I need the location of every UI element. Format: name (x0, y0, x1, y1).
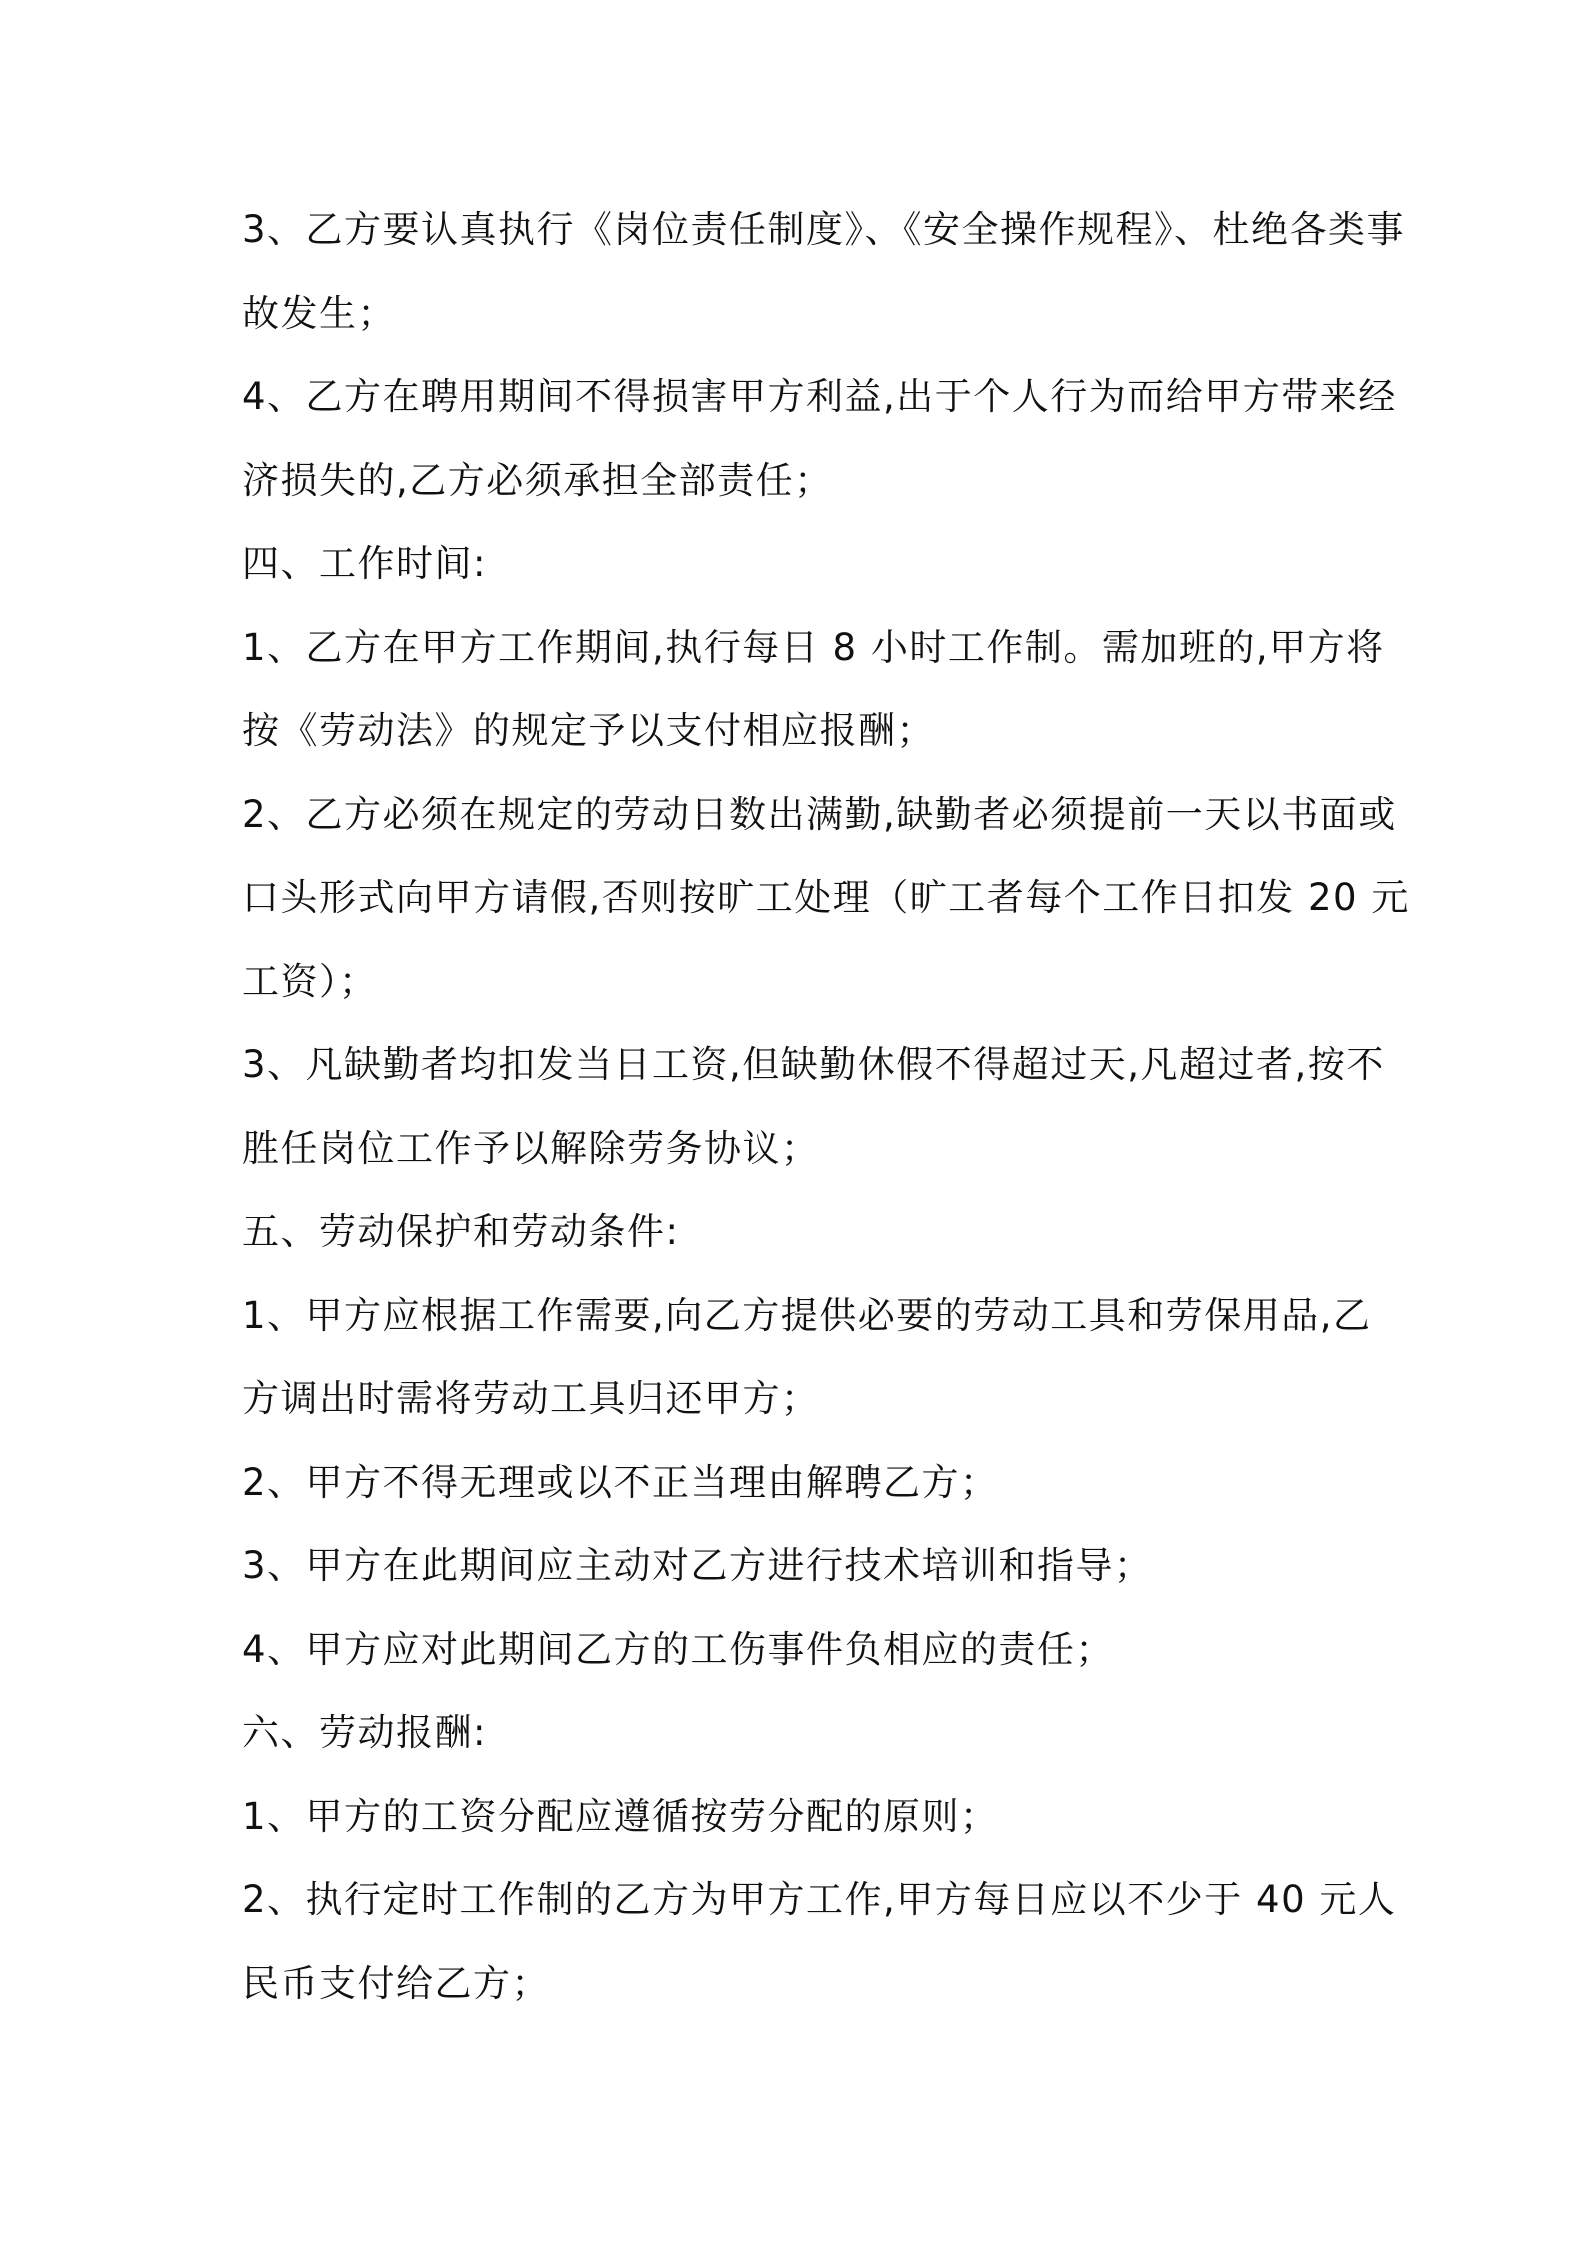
text-line: 胜任岗位工作予以解除劳务协议； (242, 1126, 820, 1170)
text-line: 4、乙方在聘用期间不得损害甲方利益,出于个人行为而给甲方带来经 (242, 375, 1397, 418)
text-line: 济损失的,乙方必须承担全部责任； (242, 458, 833, 502)
text-line: 3、凡缺勤者均扣发当日工资,但缺勤休假不得超过天,凡超过者,按不 (242, 1043, 1385, 1086)
section-heading: 六、劳动报酬: (242, 1711, 487, 1754)
text-line: 1、甲方应根据工作需要,向乙方提供必要的劳动工具和劳保用品,乙 (242, 1293, 1372, 1337)
text-line: 3、甲方在此期间应主动对乙方进行技术培训和指导； (242, 1544, 1153, 1587)
text-line: 口头形式向甲方请假,否则按旷工处理（旷工者每个工作日扣发 20 元 (242, 876, 1410, 919)
text-line: 2、执行定时工作制的乙方为甲方工作,甲方每日应以不少于 40 元人 (242, 1878, 1397, 1921)
document-body (242, 198, 1410, 2035)
text-line: 1、乙方在甲方工作期间,执行每日 8 小时工作制。需加班的,甲方将 (242, 625, 1385, 669)
text-line: 4、甲方应对此期间乙方的工伤事件负相应的责任； (242, 1627, 1115, 1671)
text-line: 1、甲方的工资分配应遵循按劳分配的原则； (242, 1794, 999, 1838)
section-heading: 四、工作时间: (242, 542, 487, 585)
text-line: 按《劳动法》的规定予以支付相应报酬； (242, 709, 935, 752)
text-line: 2、甲方不得无理或以不正当理由解聘乙方； (242, 1460, 999, 1504)
text-line: 故发生； (242, 291, 396, 335)
text-line: 2、乙方必须在规定的劳动日数出满勤,缺勤者必须提前一天以书面或 (242, 792, 1397, 836)
section-heading: 五、劳动保护和劳动条件: (242, 1210, 680, 1253)
text-line: 民币支付给乙方； (242, 1961, 550, 2005)
text-line: 工资）； (242, 959, 378, 1003)
text-line: 3、乙方要认真执行《岗位责任制度》、《安全操作规程》、杜绝各类事 (242, 208, 1406, 251)
text-line: 方调出时需将劳动工具归还甲方； (242, 1377, 820, 1420)
